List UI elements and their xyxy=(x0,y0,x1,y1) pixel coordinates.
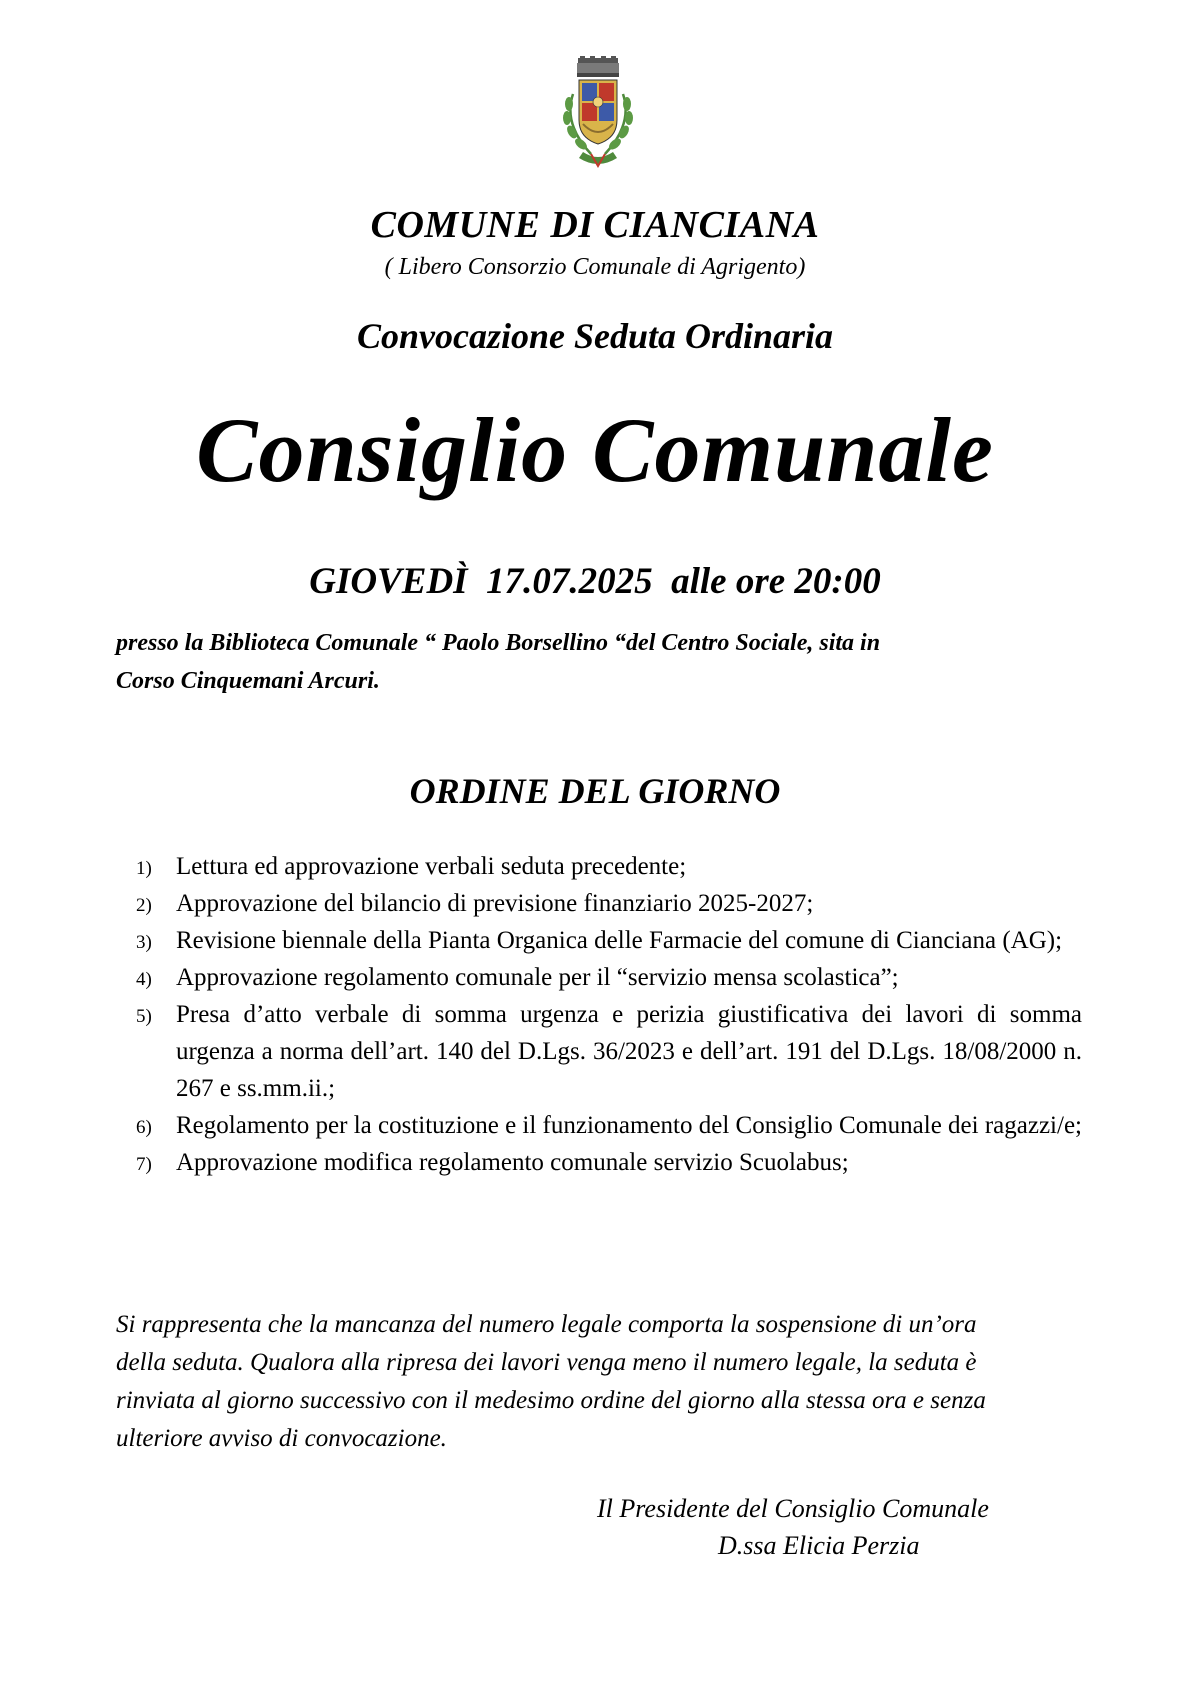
agenda-item-text: Approvazione del bilancio di previsione finanziario 2025-2027; xyxy=(176,890,814,917)
agenda-title: ORDINE DEL GIORNO xyxy=(409,771,781,811)
convocation-subtitle: Convocazione Seduta Ordinaria xyxy=(356,316,834,356)
venue-line: Corso Cinquemani Arcuri. xyxy=(116,668,380,694)
agenda-item-text: Presa d’atto verbale di somma urgenza e perizia giustificativa dei lavori di somma urgenza a norma dell’art. 140 del D.Lgs. 36/2023 e dell’art. 191 del D.Lgs. 18/08/2000 n. 267 e ss.mm.ii.; xyxy=(176,1001,1082,1102)
agenda-item-number: 7) xyxy=(136,1154,152,1175)
meeting-datetime: GIOVEDÌ 17.07.2025 alle ore 20:00 xyxy=(309,561,881,602)
notice-line: Si rappresenta che la mancanza del numero legale comporta la sospensione di un’ora xyxy=(116,1311,977,1338)
coat-of-arms-icon xyxy=(553,54,643,179)
agenda-item xyxy=(136,922,1082,959)
agenda-item-text: Regolamento per la costituzione e il funzionamento del Consiglio Comunale dei ragazzi/e; xyxy=(176,1112,1082,1139)
meeting-venue xyxy=(116,624,1076,700)
agenda-item xyxy=(136,959,1082,996)
agenda-item-text: Revisione biennale della Pianta Organica delle Farmacie del comune di Cianciana (AG); xyxy=(176,927,1063,954)
agenda-item-text: Approvazione modifica regolamento comunale servizio Scuolabus; xyxy=(176,1149,849,1176)
notice-line: rinviata al giorno successivo con il medesimo ordine del giorno alla stessa ora e senza xyxy=(116,1387,986,1414)
document-title: Consiglio Comunale xyxy=(196,399,994,501)
agenda-item-number: 3) xyxy=(136,932,152,953)
agenda-item-number: 1) xyxy=(136,858,152,879)
notice-line: ulteriore avviso di convocazione. xyxy=(116,1425,447,1452)
agenda-item-text: Approvazione regolamento comunale per il “servizio mensa scolastica”; xyxy=(176,964,899,991)
agenda-item xyxy=(136,996,1082,1107)
agenda-item xyxy=(136,1107,1082,1144)
venue-line: presso la Biblioteca Comunale “ Paolo Borsellino “del Centro Sociale, sita in xyxy=(116,630,881,656)
agenda-item-number: 6) xyxy=(136,1117,152,1138)
agenda-item-text: Lettura ed approvazione verbali seduta precedente; xyxy=(176,853,687,880)
consortium-name: ( Libero Consorzio Comunale di Agrigento) xyxy=(384,254,806,280)
agenda-item xyxy=(136,1144,1082,1181)
agenda-list xyxy=(136,848,1082,1181)
signer-name: D.ssa Elicia Perzia xyxy=(718,1531,920,1560)
agenda-item xyxy=(136,885,1082,922)
agenda-item-number: 4) xyxy=(136,969,152,990)
agenda-item xyxy=(136,848,1082,885)
agenda-item-number: 5) xyxy=(136,1006,152,1027)
quorum-notice xyxy=(116,1306,1082,1458)
signer-role: Il Presidente del Consiglio Comunale xyxy=(597,1494,989,1523)
notice-line: della seduta. Qualora alla ripresa dei lavori venga meno il numero legale, la seduta è xyxy=(116,1349,977,1376)
agenda-item-number: 2) xyxy=(136,895,152,916)
municipality-name: COMUNE DI CIANCIANA xyxy=(370,204,820,246)
